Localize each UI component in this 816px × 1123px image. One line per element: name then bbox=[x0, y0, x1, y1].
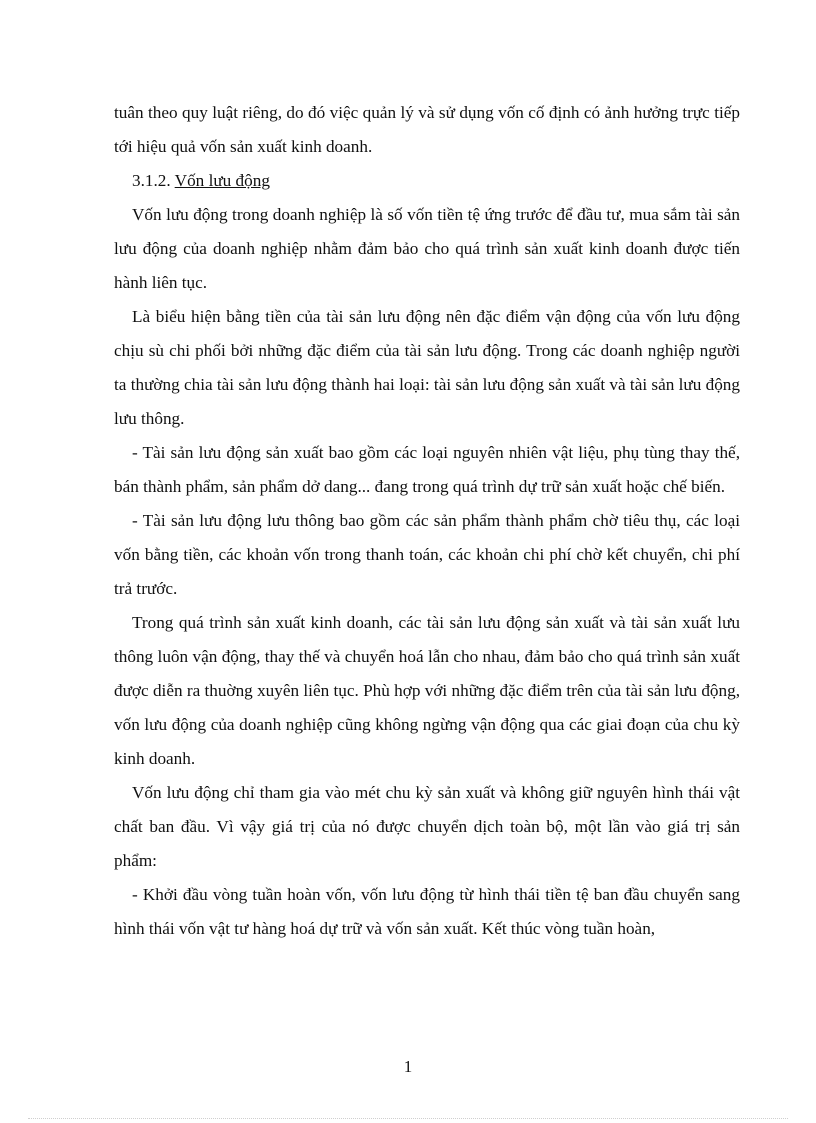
paragraph-production-assets: - Tài sản lưu động sản xuất bao gồm các loại nguyên nhiên vật liệu, phụ tùng thay thế, bán thành phẩm, sản phẩm dở dang... đang trong quá trình dự trữ sản xuất hoặc chế biến. bbox=[114, 443, 740, 496]
section-heading bbox=[114, 164, 740, 198]
section-number: 3.1.2. bbox=[132, 171, 171, 190]
paragraph-business-process: Trong quá trình sản xuất kinh doanh, các tài sản lưu động sản xuất và tài sản xuất lưu thông luôn vận động, thay thế và chuyển hoá lẫn cho nhau, đảm bảo cho quá trình sản xuất được diễn ra thuờng xuyên liên tục. Phù hợp với những đặc điểm trên của tài sản lưu động, vốn lưu động của doanh nghiệp cũng không ngừng vận động qua các giai đoạn của chu kỳ kinh doanh. bbox=[114, 613, 740, 768]
paragraph-circulation-assets: - Tài sản lưu động lưu thông bao gồm các sản phẩm thành phẩm chờ tiêu thụ, các loại vốn bằng tiền, các khoản vốn trong thanh toán, các khoản chi phí chờ kết chuyển, chi phí trả trước. bbox=[114, 511, 740, 598]
page-number: 1 bbox=[403, 1057, 413, 1076]
page-bottom-divider bbox=[28, 1118, 788, 1119]
paragraph-continuation: tuân theo quy luật riêng, do đó việc quản lý và sử dụng vốn cố định có ảnh hưởng trực tiếp tới hiệu quả vốn sản xuất kinh doanh. bbox=[114, 103, 740, 156]
section-title: Vốn lưu động bbox=[174, 171, 270, 190]
paragraph-definition: Vốn lưu động trong doanh nghiệp là số vốn tiền tệ ứng trước để đầu tư, mua sắm tài sản lưu động của doanh nghiệp nhằm đảm bảo cho quá trình sản xuất kinh doanh được tiến hành liên tục. bbox=[114, 205, 740, 292]
paragraph-capital-circulation: - Khởi đầu vòng tuần hoàn vốn, vốn lưu động từ hình thái tiền tệ ban đầu chuyển sang hình thái vốn vật tư hàng hoá dự trữ và vốn sản xuất. Kết thúc vòng tuần hoàn, bbox=[114, 885, 740, 938]
document-page bbox=[114, 96, 740, 946]
paragraph-characteristics: Là biểu hiện bằng tiền của tài sản lưu động nên đặc điểm vận động của vốn lưu động chịu sù chi phối bởi những đặc điểm của tài sản lưu động. Trong các doanh nghiệp người ta thường chia tài sản lưu động thành hai loại: tài sản lưu động sản xuất và tài sản lưu động lưu thông. bbox=[114, 307, 740, 428]
paragraph-production-cycle: Vốn lưu động chỉ tham gia vào mét chu kỳ sản xuất và không giữ nguyên hình thái vật chất ban đầu. Vì vậy giá trị của nó được chuyển dịch toàn bộ, một lần vào giá trị sản phẩm: bbox=[114, 783, 740, 870]
